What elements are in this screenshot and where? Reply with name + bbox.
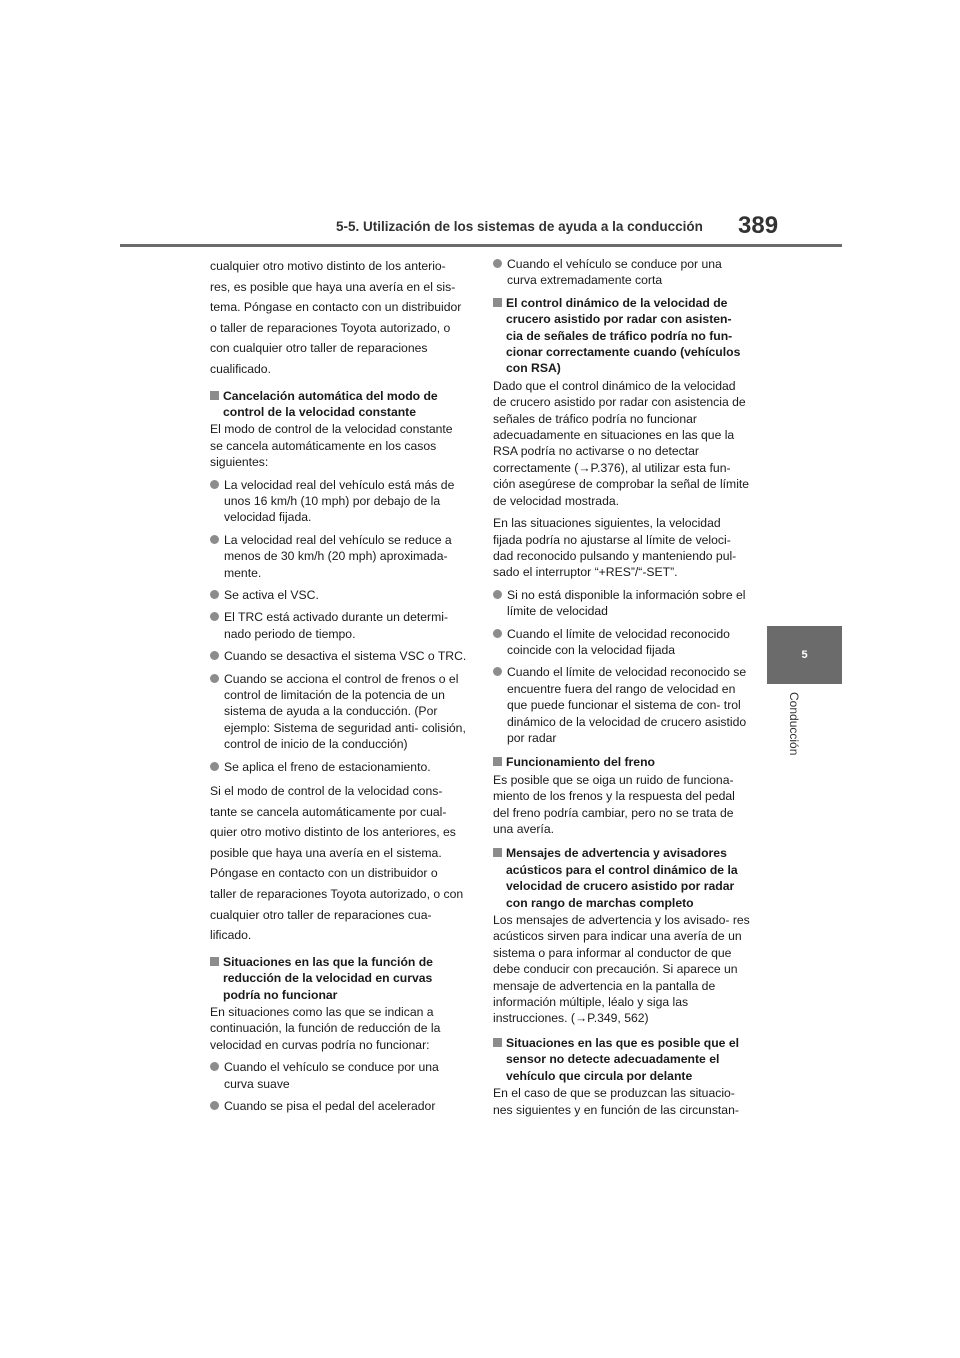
circle-bullet-icon <box>210 651 219 660</box>
heading-text: Situaciones en las que la función de reducción de la velocidad en curvas podría no funcionar <box>223 954 433 1002</box>
section-heading <box>210 954 467 1003</box>
circle-bullet-icon <box>210 480 219 489</box>
heading-text: Mensajes de advertencia y avisadores acústicos para el control dinámico de la velocidad de crucero asistido por radar con rango de marchas completo <box>506 846 738 910</box>
section-heading <box>493 845 750 911</box>
list-item: Cuando se pisa el pedal del acelerador <box>210 1098 467 1114</box>
paragraph: El modo de control de la velocidad constante se cancela automáticamente en los casos siguientes: <box>210 422 453 470</box>
list-item: Cuando el vehículo se conduce por una curva extremadamente corta <box>493 256 750 289</box>
circle-bullet-icon <box>210 762 219 771</box>
page-number: 389 <box>738 212 779 239</box>
circle-bullet-icon <box>210 590 219 599</box>
heading-text: Cancelación automática del modo de control de la velocidad constante <box>223 388 438 419</box>
header-divider <box>120 244 842 247</box>
paragraph: Los mensajes de advertencia y los avisado- res acústicos sirven para indicar una avería de un sistema o para informar al conductor de que debe conducir con precaución. Si aparece un mensaje de advertencia en la pantalla de información múltiple, léalo y siga las instrucciones. (→P.349, 562) <box>493 913 750 1026</box>
square-bullet-icon <box>210 957 219 966</box>
heading-text: El control dinámico de la velocidad de crucero asistido por radar con asisten- cia de señales de tráfico podría no fun- cionar correctamente cuando (vehículos con RSA) <box>506 295 741 376</box>
left-column <box>210 256 467 1121</box>
square-bullet-icon <box>493 848 502 857</box>
paragraph: Si el modo de control de la velocidad cons- tante se cancela automáticamente por cual- quier otro motivo distinto de los anteriores, es posible que haya una avería en el sistema. Póngase en contacto con un distribuidor o taller de reparaciones Toyota autorizado, o con cualquier otro taller de reparaciones cua- lificado. <box>210 784 464 943</box>
list-item: Cuando se desactiva el sistema VSC o TRC. <box>210 648 467 664</box>
section-heading <box>210 388 467 421</box>
right-column <box>493 256 750 1124</box>
list-item: Cuando el límite de velocidad reconocido se encuentre fuera del rango de velocidad en que puede funcionar el sistema de con- trol dinámico de la velocidad de crucero asistido por radar <box>493 664 750 746</box>
chapter-number: 5 <box>801 649 808 661</box>
square-bullet-icon <box>493 757 502 766</box>
paragraph: En situaciones como las que se indican a continuación, la función de reducción de la velocidad en curvas podría no funcionar: <box>210 1005 441 1052</box>
paragraph: En el caso de que se produzcan las situacio- nes siguientes y en función de las circunstan- <box>493 1086 739 1117</box>
paragraph: En las situaciones siguientes, la velocidad fijada podría no ajustarse al límite de veloci- dad reconocido pulsando y manteniendo pul- sado el interruptor “+RES”/“-SET”. <box>493 516 737 580</box>
list-item: Si no está disponible la información sobre el límite de velocidad <box>493 587 750 620</box>
circle-bullet-icon <box>493 259 502 268</box>
circle-bullet-icon <box>210 1062 219 1071</box>
heading-text: Funcionamiento del freno <box>506 755 655 770</box>
chapter-title: Conducción <box>787 692 801 756</box>
intro-paragraph: cualquier otro motivo distinto de los anterio- res, es posible que haya una avería en el sis- tema. Póngase en contacto con un distribuidor o taller de reparaciones Toyota autorizado, o con cualquier otro taller de reparaciones cualificado. <box>210 259 462 376</box>
circle-bullet-icon <box>493 629 502 638</box>
square-bullet-icon <box>493 298 502 307</box>
list-item: Se activa el VSC. <box>210 587 467 603</box>
circle-bullet-icon <box>493 667 502 676</box>
circle-bullet-icon <box>210 612 219 621</box>
list-item: La velocidad real del vehículo está más de unos 16 km/h (10 mph) por debajo de la velocidad fijada. <box>210 477 467 526</box>
list-item: Se aplica el freno de estacionamiento. <box>210 759 467 775</box>
paragraph: Dado que el control dinámico de la velocidad de crucero asistido por radar con asistencia de señales de tráfico podría no funcionar adecuadamente en situaciones en las que la RSA podría no activarse o no detectar correctamente (→P.376), al utilizar esta fun- ción asegúrese de comprobar la señal de límite de velocidad mostrada. <box>493 378 750 508</box>
list-item: La velocidad real del vehículo se reduce a menos de 30 km/h (20 mph) aproximada- mente. <box>210 532 467 581</box>
section-heading <box>493 1035 750 1084</box>
section-heading <box>493 295 750 377</box>
circle-bullet-icon <box>493 590 502 599</box>
circle-bullet-icon <box>210 1101 219 1110</box>
square-bullet-icon <box>493 1038 502 1047</box>
circle-bullet-icon <box>210 535 219 544</box>
heading-text: Situaciones en las que es posible que el sensor no detecte adecuadamente el vehículo que circula por delante <box>506 1035 739 1083</box>
circle-bullet-icon <box>210 674 219 683</box>
chapter-tab[interactable] <box>767 626 842 684</box>
square-bullet-icon <box>210 391 219 400</box>
paragraph: Es posible que se oiga un ruido de funciona- miento de los frenos y la respuesta del pedal del freno podría cambiar, pero no se trata de una avería. <box>493 772 735 836</box>
section-heading <box>493 754 750 770</box>
list-item: El TRC está activado durante un determi- nado periodo de tiempo. <box>210 609 467 642</box>
list-item: Cuando el vehículo se conduce por una curva suave <box>210 1059 467 1092</box>
section-title: 5-5. Utilización de los sistemas de ayuda a la conducción <box>336 219 703 234</box>
list-item: Cuando se acciona el control de frenos o el control de limitación de la potencia de un sistema de ayuda a la conducción. (Por ejemplo: Sistema de seguridad anti- colisión, control de inicio de la conducción) <box>210 671 467 753</box>
list-item: Cuando el límite de velocidad reconocido coincide con la velocidad fijada <box>493 626 750 659</box>
